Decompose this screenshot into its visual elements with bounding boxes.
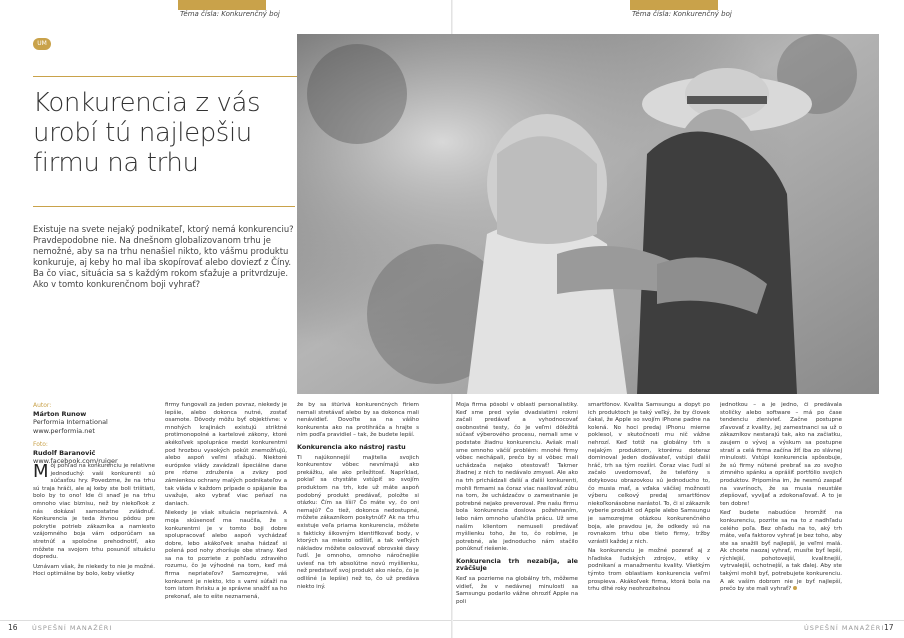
photo-web: www.facebook.com/ruiger	[33, 457, 118, 466]
author-web: www.performia.net	[33, 426, 95, 435]
subheading: Konkurencia trh nezabíja, ale zväčšuje	[456, 556, 578, 573]
column-5: smartfónov. Kvalita Samsungu a dopyt po ich produktoch je taký veľký, že by človek čakal, že Apple so svojím iPhone padne na kolená. No hoci predaj iPhonu mierne poklesol, v skutočnosti mu nič vážne nehrozí. Keď totiž na globálny trh s nejakým produktom, ktorému doteraz dominoval jeden dodávateľ, vstúpi ďalší hráč, trh sa tým rozšíri. Čoraz viac ľudí si začalo uvedomovať, že telefóny s dotykovou obrazovkou sú jednoducho to, čo musia mať, a vďaka väčšej možnosti výberu celkový predaj smartfónov niekoľkonásobne narástol. To, či si zákazník vyberie produkt od Apple alebo Samsungu je samozrejme otázkou konkurenčného boja, ale pravdou je, že odkedy sú na rovnakom trhu obe tieto firmy, tržby vzrástli každej z nich. Na konkurenciu je možné pozerať aj z hľadiska ľudských zdrojov, etiky v podnikaní a manažmentu kvality. Všetkým týmto trom oblastiam konkurencia veľmi prospieva. Akákoľvek firma, ktorá bola na trhu dlhé roky neohrozitelnou	[588, 402, 710, 593]
magazine-name: ÚSPEŠNÍ MANAŽÉRI	[804, 624, 885, 632]
article-title: Konkurencia z vás urobí tú najlepšiu firmu na trhu	[33, 88, 261, 178]
subheading: Konkurencia ako nástroj rastu	[297, 442, 406, 451]
end-mark-icon	[793, 586, 797, 590]
topic-label: Téma čísla: Konkurenčný boj	[180, 10, 280, 18]
author-company: Performia International	[33, 418, 108, 427]
column-4: Moja firma pôsobí v oblasti personalistiky. Keď sme pred vyše dvadsiatimi rokmi začali predávať a vyhodnocovať osobnostné testy, čo je veľmi dôležitá súčasť výberového procesu, nemali sme v podstate žiadnu konkurenciu. Avšak mali sme omnoho väčší problém: mnohé firmy vôbec nechápali, prečo by si vôbec mali uchádzača nejako otestovať! Takmer žiadnej z nich to nedávalo zmysel. Ale ako na trh prichádzali ďalší a ďalší konkurenti, mohli firmami sa čoraz viac nasilovať zúbu na tom, že uchádzačov o zamestnanie je potrebné nejako preveroval. Pre našu firmu bola konkurencia doslova požehnaním, lebo nám omnoho uľahčila prácu. Už sme našim klientom nemuseli predávať myšlienku toho, že to, čo robíme, je potrebné, ale jednoducho nám stačilo ponúknuť riešenie. Konkurencia trh nezabíja, ale zväčšuje Keď sa pozrieme na globálny trh, môžeme vidieť, že v nedávnej minulosti sa Samsungu podarilo vážne ohroziť Apple na poli	[456, 402, 578, 605]
photo-label: Foto:	[33, 440, 48, 448]
author-name: Márton Runow	[33, 410, 87, 419]
page-number: 17	[884, 623, 894, 632]
magazine-name: ÚSPEŠNÍ MANAŽÉRI	[32, 624, 113, 632]
divider	[33, 206, 295, 207]
column-2: firmy fungovali za jeden povraz, niekedy je lepšie, alebo dokonca nutné, zostať osamote. Dôvody môžu byť objektívne: v mnohých krajinách existujú striktné protimonopolné a kartelové zákony, ktoré akékoľvek spolupráce medzi konkurentmi pod hrozbou vysokých pokút znemožňujú, alebo aspoň veľmi sťažujú. Niektoré európske vlády zavádzali špeciálne dane pre rôzne združenia a zväzy pod zámienkou ochrany malých podnikateľov a tak vláda v každom prípade o spájanie iba uvažuje, ako vybrať viac peňazí na daniach. Niekedy je však situácia nepriaznivá. A moja skúsenosť ma naučila, že s konkurentmi je v tomto boji dobre spolupracovať alebo aspoň vychádzať dobre, lebo akákoľvek snaha hádzať si polená pod nohy zhoršuje obe strany. Keď sa na to pozriete z pohľadu zdravého rozumu, čo je výhodné na tom, keď má firma nepriateľov? Samozrejme, váš konkurent je niekto, kto s vami súťaží na tom istom ihrisku a je správne snažiť sa ho prekonať, ale to ešte neznamená,	[165, 402, 287, 600]
photo-two-women-hugging-icon	[297, 34, 879, 394]
photo-name: Rudolf Baranovič	[33, 449, 96, 458]
column-6: jednotkou – a je jedno, či predávala stoličky alebo software – má po čase tendenciu zlenivieť. Začne postupne zľavovať z kvality, jej zamestnanci sa už o zákazníkov nestarajú tak, ako na začiatku, zaujem o vývoj a výskum sa postupne stratí a celá firma začína žiť iba zo slávnej minulosti. Vstúpi konkurencia spôsobuje, že sú firmy nútené prebrať sa zo svojho zimného spánku a oprášiť portfólio svojich produktov. Pripomína im, že nesmú zaspať na vavrínoch, že sa musia neustále zlepšovať, vyvíjať a zdokonaľovať. A to je ten dobre! Keď budete nabudúce hromžiť na konkurenciu, pozrite sa na to z nadhľadu celého poľa. Bez ohľadu na to, aký trh máte, veľa faktorov vyhrať je bez toho, aby ste sa snažili byť najlepší, je veľmi malá. Ak chcete naozaj vyhrať, musíte byť lepší, rýchlejší, pohotovejší, kvalitnejší, vytrvalejší, ochotnejší, a tak ďalej. Aby ste takými mohli byť, potrebujete konkurenciu. A ak vašim dobrom nie je byť najlepší, prečo by ste mali vyhrať?	[720, 402, 842, 593]
page-number: 16	[8, 623, 18, 632]
section-badge: UM	[33, 38, 51, 50]
credits	[33, 402, 155, 465]
topic-bar	[630, 0, 718, 10]
article-lead: Existuje na svete nejaký podnikateľ, ktorý nemá konkurenciu? Pravdepodobne nie. Na dnešnom globalizovanom trhu je nemožné, aby sa na trhu nenašiel nikto, kto vášmu produktu konkuruje, aj keby ho mal iba skopírovať alebo doviezť z Číny. Ba čo viac, situácia sa s každým rokom sťažuje a pritvrdzuje. Ako v tomto konkurenčnom boji vyhrať?	[33, 224, 294, 289]
column-1: Môj pohľad na konkurenciu je relatívne jednoduchý: vaši konkurenti sú súčasťou hry. Povedzme, že na trhu sú traja hráči, ale aj keby ste boli trištiati, bolo by to ono! Ide či snaď je na trhu omnoho viac biznisu, než by niekoľkok z nás dokázal samostatne zvládnuť. Konkurencia je teda živnou pôdou pre pokrytie potrieb zákazníka a namiesto vzájomného boja vám odporúčam sa stretnúť a spoločne prehodnotiť, ako môžete na svojom trhu posunúť situáciu dopredu. Uznávam však, že niekedy to nie je možné. Hoci optimálne by bolo, keby všetky	[33, 463, 155, 578]
author-label: Autor:	[33, 402, 52, 409]
column-3: že by sa štúrivá konkurenčných firiem nemali stretávať alebo by sa dokonca mali nenávidieť. Dovoľte sa na vášho konkurenta ako na protihráča a hrajte s ním podľa pravidiel – tak, že budete lepší. Konkurencia ako nástroj rastu Ti najúkonnejší majitelia svojich konkurentov vôbec nevnímajú ako prekážku, ale ako príležitosť. Napríklad, pokiaľ sa chystáte vstúpiť so svojím produktom na trh, kde už máte aspoň podobný produkt predávať, položte si otázku: Čím sa líši? Čo máte vy, čo oni nemajú? Čo tiež, dokonca nedostupné, môžete zákazníkom poskytnúť? Ak na trhu existuje veľa priama konkurencia, môžete s fakticky šikovným identifikovať body, v ktorých sa miesto odlíšiť, a tak veľkých nákladov môžete oslovovať obrovské davy ľudí. Je omnoho, omnoho náročnejšie uviesť na trh absolútne novú myšlienku, než predstaviť svoj produkt ako niečo, čo je odlišné (a lepšie) než to, čo už predáva niekto iný.	[297, 402, 419, 590]
topic-label: Téma čísla: Konkurenčný boj	[632, 10, 732, 18]
topic-bar	[178, 0, 266, 10]
drop-cap: M	[33, 463, 49, 482]
